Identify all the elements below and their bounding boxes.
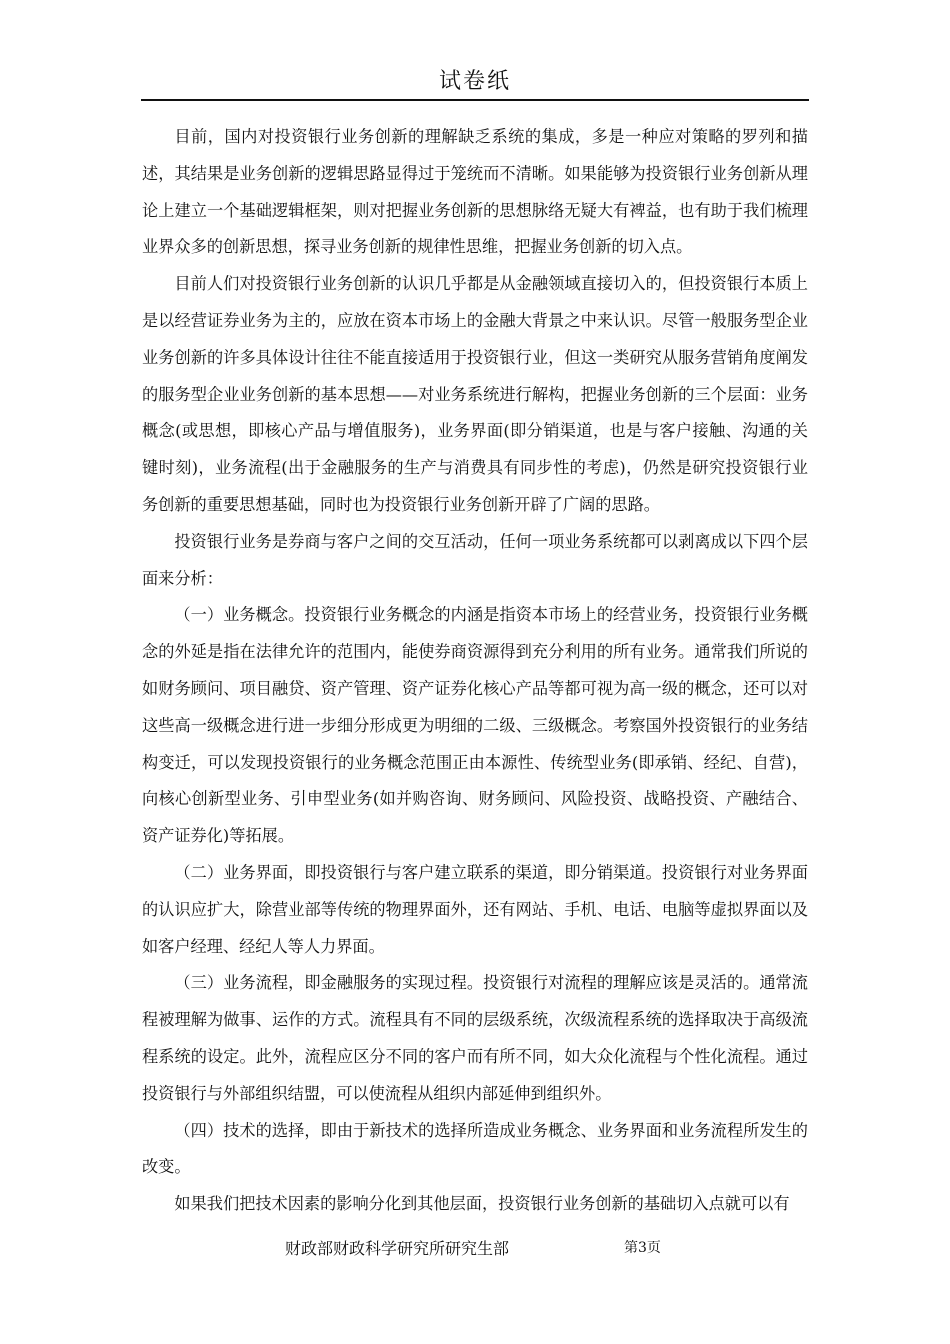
page-number: 第3页	[624, 1240, 661, 1256]
paragraph-4: （一）业务概念。投资银行业务概念的内涵是指资本市场上的经营业务，投资银行业务概念的外延是指在法律允许的范围内，能使券商资源得到充分利用的所有业务。通常我们所说的如财务顾问、项目融贷、资产管理、资产证券化核心产品等都可视为高一级的概念，还可以对这些高一级概念进行进一步细分形成更为明细的二级、三级概念。考察国外投资银行的业务结构变迁，可以发现投资银行的业务概念范围正由本源性、传统型业务(即承销、经纪、自营)，向核心创新型业务、引申型业务(如并购咨询、财务顾问、风险投资、战略投资、产融结合、资产证券化)等拓展。	[142, 605, 808, 846]
paragraph-3: 投资银行业务是券商与客户之间的交互活动，任何一项业务系统都可以剥离成以下四个层面来分析：	[142, 531, 808, 588]
paragraph-2: 目前人们对投资银行业务创新的认识几乎都是从金融领域直接切入的，但投资银行本质上是以经营证券业务为主的，应放在资本市场上的金融大背景之中来认识。尽管一般服务型企业业务创新的许多具体设计往往不能直接适用于投资银行业，但这一类研究从服务营销角度阐发的服务型企业业务创新的基本思想——对业务系统进行解构，把握业务创新的三个层面：业务概念(或思想，即核心产品与增值服务)，业务界面(即分销渠道，也是与客户接触、沟通的关键时刻)，业务流程(出于金融服务的生产与消费具有同步性的考虑)，仍然是研究投资银行业务创新的重要思想基础，同时也为投资银行业务创新开辟了广阔的思路。	[142, 274, 808, 514]
document-body	[142, 119, 808, 1223]
paragraph-7: （四）技术的选择，即由于新技术的选择所造成业务概念、业务界面和业务流程所发生的改变。	[142, 1120, 808, 1177]
paragraph-1: 目前，国内对投资银行业务创新的理解缺乏系统的集成，多是一种应对策略的罗列和描述，其结果是业务创新的逻辑思路显得过于笼统而不清晰。如果能够为投资银行业务创新从理论上建立一个基础逻辑框架，则对把握业务创新的思想脉络无疑大有裨益，也有助于我们梳理业界众多的创新思想，探寻业务创新的规律性思维，把握业务创新的切入点。	[142, 127, 808, 257]
paragraph-6: （三）业务流程，即金融服务的实现过程。投资银行对流程的理解应该是灵活的。通常流程被理解为做事、运作的方式。流程具有不同的层级系统，次级流程系统的选择取决于高级流程系统的设定。此外，流程应区分不同的客户而有所不同，如大众化流程与个性化流程。通过投资银行与外部组织结盟，可以使流程从组织内部延伸到组织外。	[142, 973, 808, 1103]
page-header-title: 试卷纸	[438, 69, 511, 94]
paragraph-8: 如果我们把技术因素的影响分化到其他层面，投资银行业务创新的基础切入点就可以有	[174, 1194, 790, 1214]
page-footer	[0, 1236, 950, 1266]
footer-organization: 财政部财政科学研究所研究生部	[285, 1239, 510, 1258]
header-divider	[141, 99, 809, 101]
paragraph-5: （二）业务界面，即投资银行与客户建立联系的渠道，即分销渠道。投资银行对业务界面的认识应扩大，除营业部等传统的物理界面外，还有网站、手机、电话、电脑等虚拟界面以及如客户经理、经纪人等人力界面。	[142, 862, 808, 956]
